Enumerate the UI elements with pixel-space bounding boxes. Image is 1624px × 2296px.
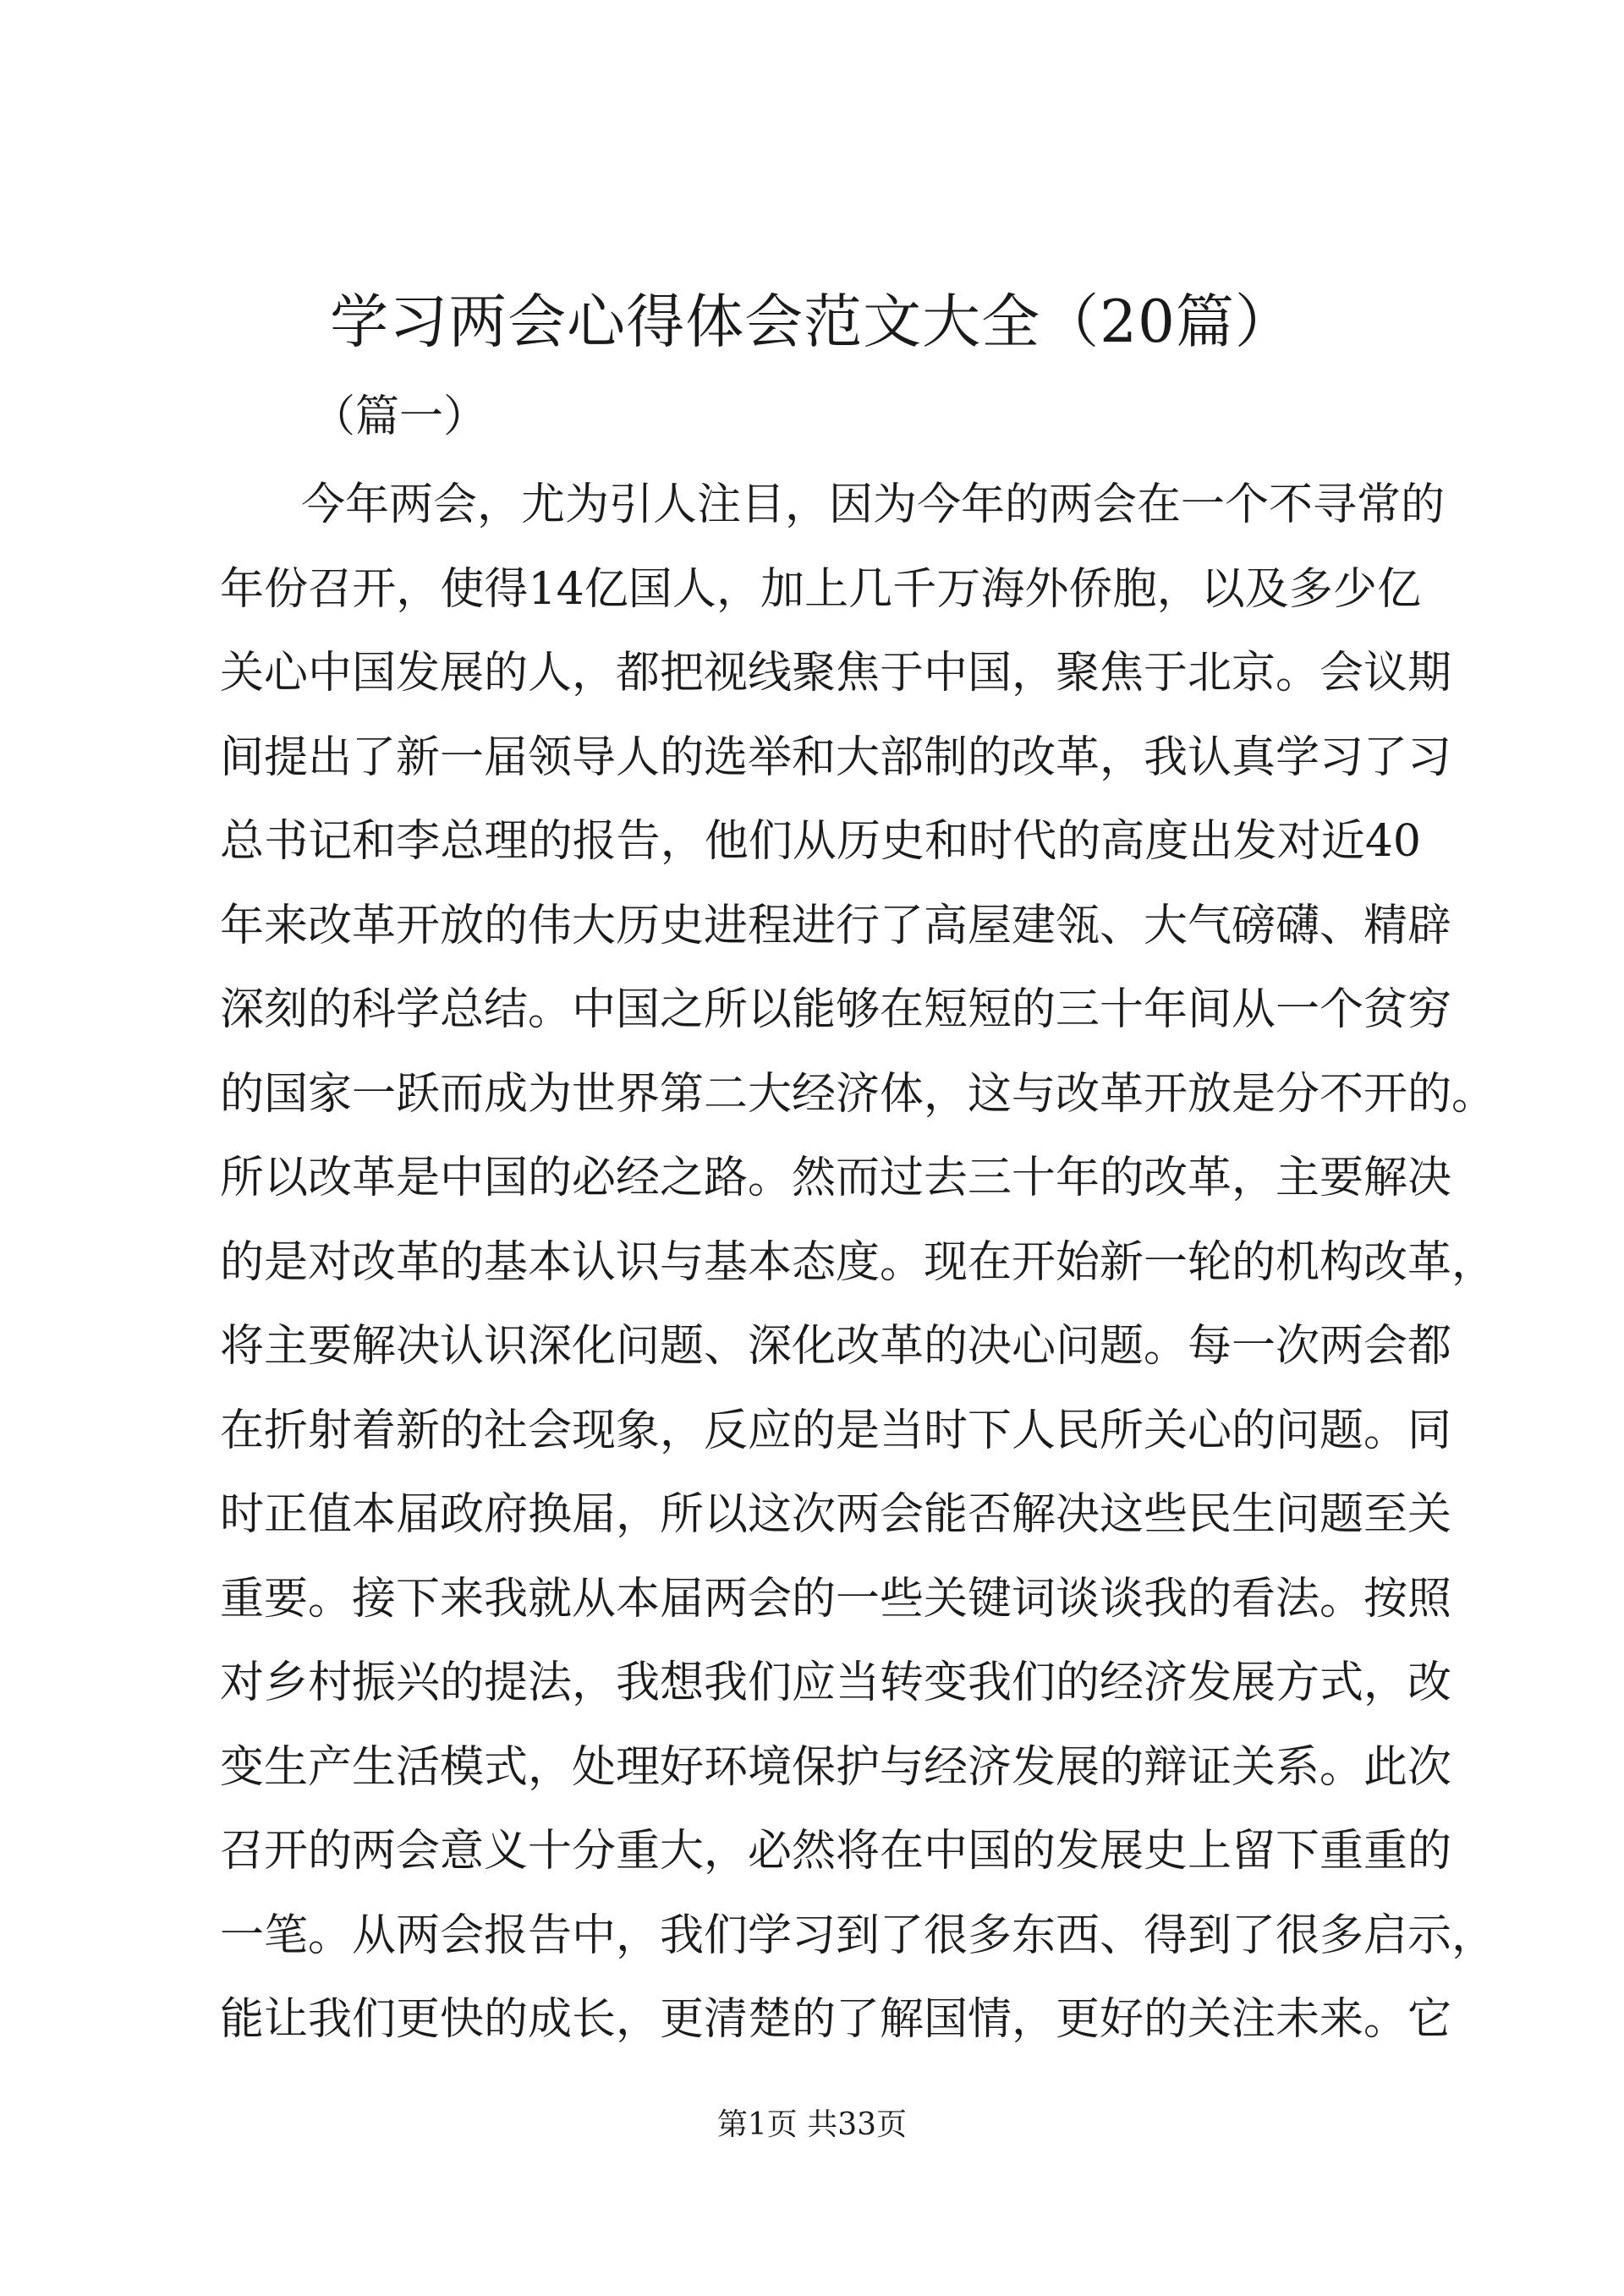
text-line: 年份召开，使得14亿国人，加上几千万海外侨胞，以及多少亿: [220, 563, 1421, 615]
text-line: 将主要解决认识深化问题、深化改革的决心问题。每一次两会都: [220, 1321, 1452, 1372]
text-line: 今年两会，尤为引人注目，因为今年的两会在一个不寻常的: [301, 479, 1446, 530]
page-footer: 第1页 共33页: [716, 2107, 908, 2142]
text-line: 的是对改革的基本认识与基本态度。现在开始新一轮的机构改革，: [220, 1236, 1496, 1288]
text-line: 重要。接下来我就从本届两会的一些关键词谈谈我的看法。按照: [220, 1573, 1452, 1625]
text-line: 的国家一跃而成为世界第二大经济体，这与改革开放是分不开的。: [220, 1068, 1496, 1120]
text-line: 变生产生活模式，处理好环境保护与经济发展的辩证关系。此次: [220, 1741, 1452, 1793]
document-title: 学习两会心得体会范文大全（20篇）: [330, 288, 1294, 356]
text-line: 深刻的科学总结。中国之所以能够在短短的三十年间从一个贫穷: [220, 984, 1452, 1035]
text-line: 所以改革是中国的必经之路。然而过去三十年的改革，主要解决: [220, 1153, 1452, 1203]
text-line: 在折射着新的社会现象，反应的是当时下人民所关心的问题。同: [220, 1405, 1452, 1456]
text-line: 间提出了新一届领导人的选举和大部制的改革，我认真学习了习: [220, 732, 1452, 783]
text-line: 召开的两会意义十分重大，必然将在中国的发展史上留下重重的: [220, 1826, 1452, 1877]
section-heading: （篇一）: [311, 392, 488, 442]
text-line: 总书记和李总理的报告，他们从历史和时代的高度出发对近40: [220, 816, 1421, 867]
text-line: 时正值本届政府换届，所以这次两会能否解决这些民生问题至关: [220, 1489, 1452, 1540]
body-paragraph: [220, 463, 1496, 2063]
text-line: 年来改革开放的伟大历史进程进行了高屋建瓴、大气磅礴、精辟: [220, 900, 1452, 951]
text-line: 一笔。从两会报告中，我们学习到了很多东西、得到了很多启示，: [220, 1910, 1496, 1961]
text-line: 对乡村振兴的提法，我想我们应当转变我们的经济发展方式，改: [220, 1658, 1452, 1708]
text-line: 能让我们更快的成长，更清楚的了解国情，更好的关注未来。它: [220, 1994, 1452, 2045]
text-line: 关心中国发展的人，都把视线聚焦于中国，聚焦于北京。会议期: [220, 648, 1452, 699]
